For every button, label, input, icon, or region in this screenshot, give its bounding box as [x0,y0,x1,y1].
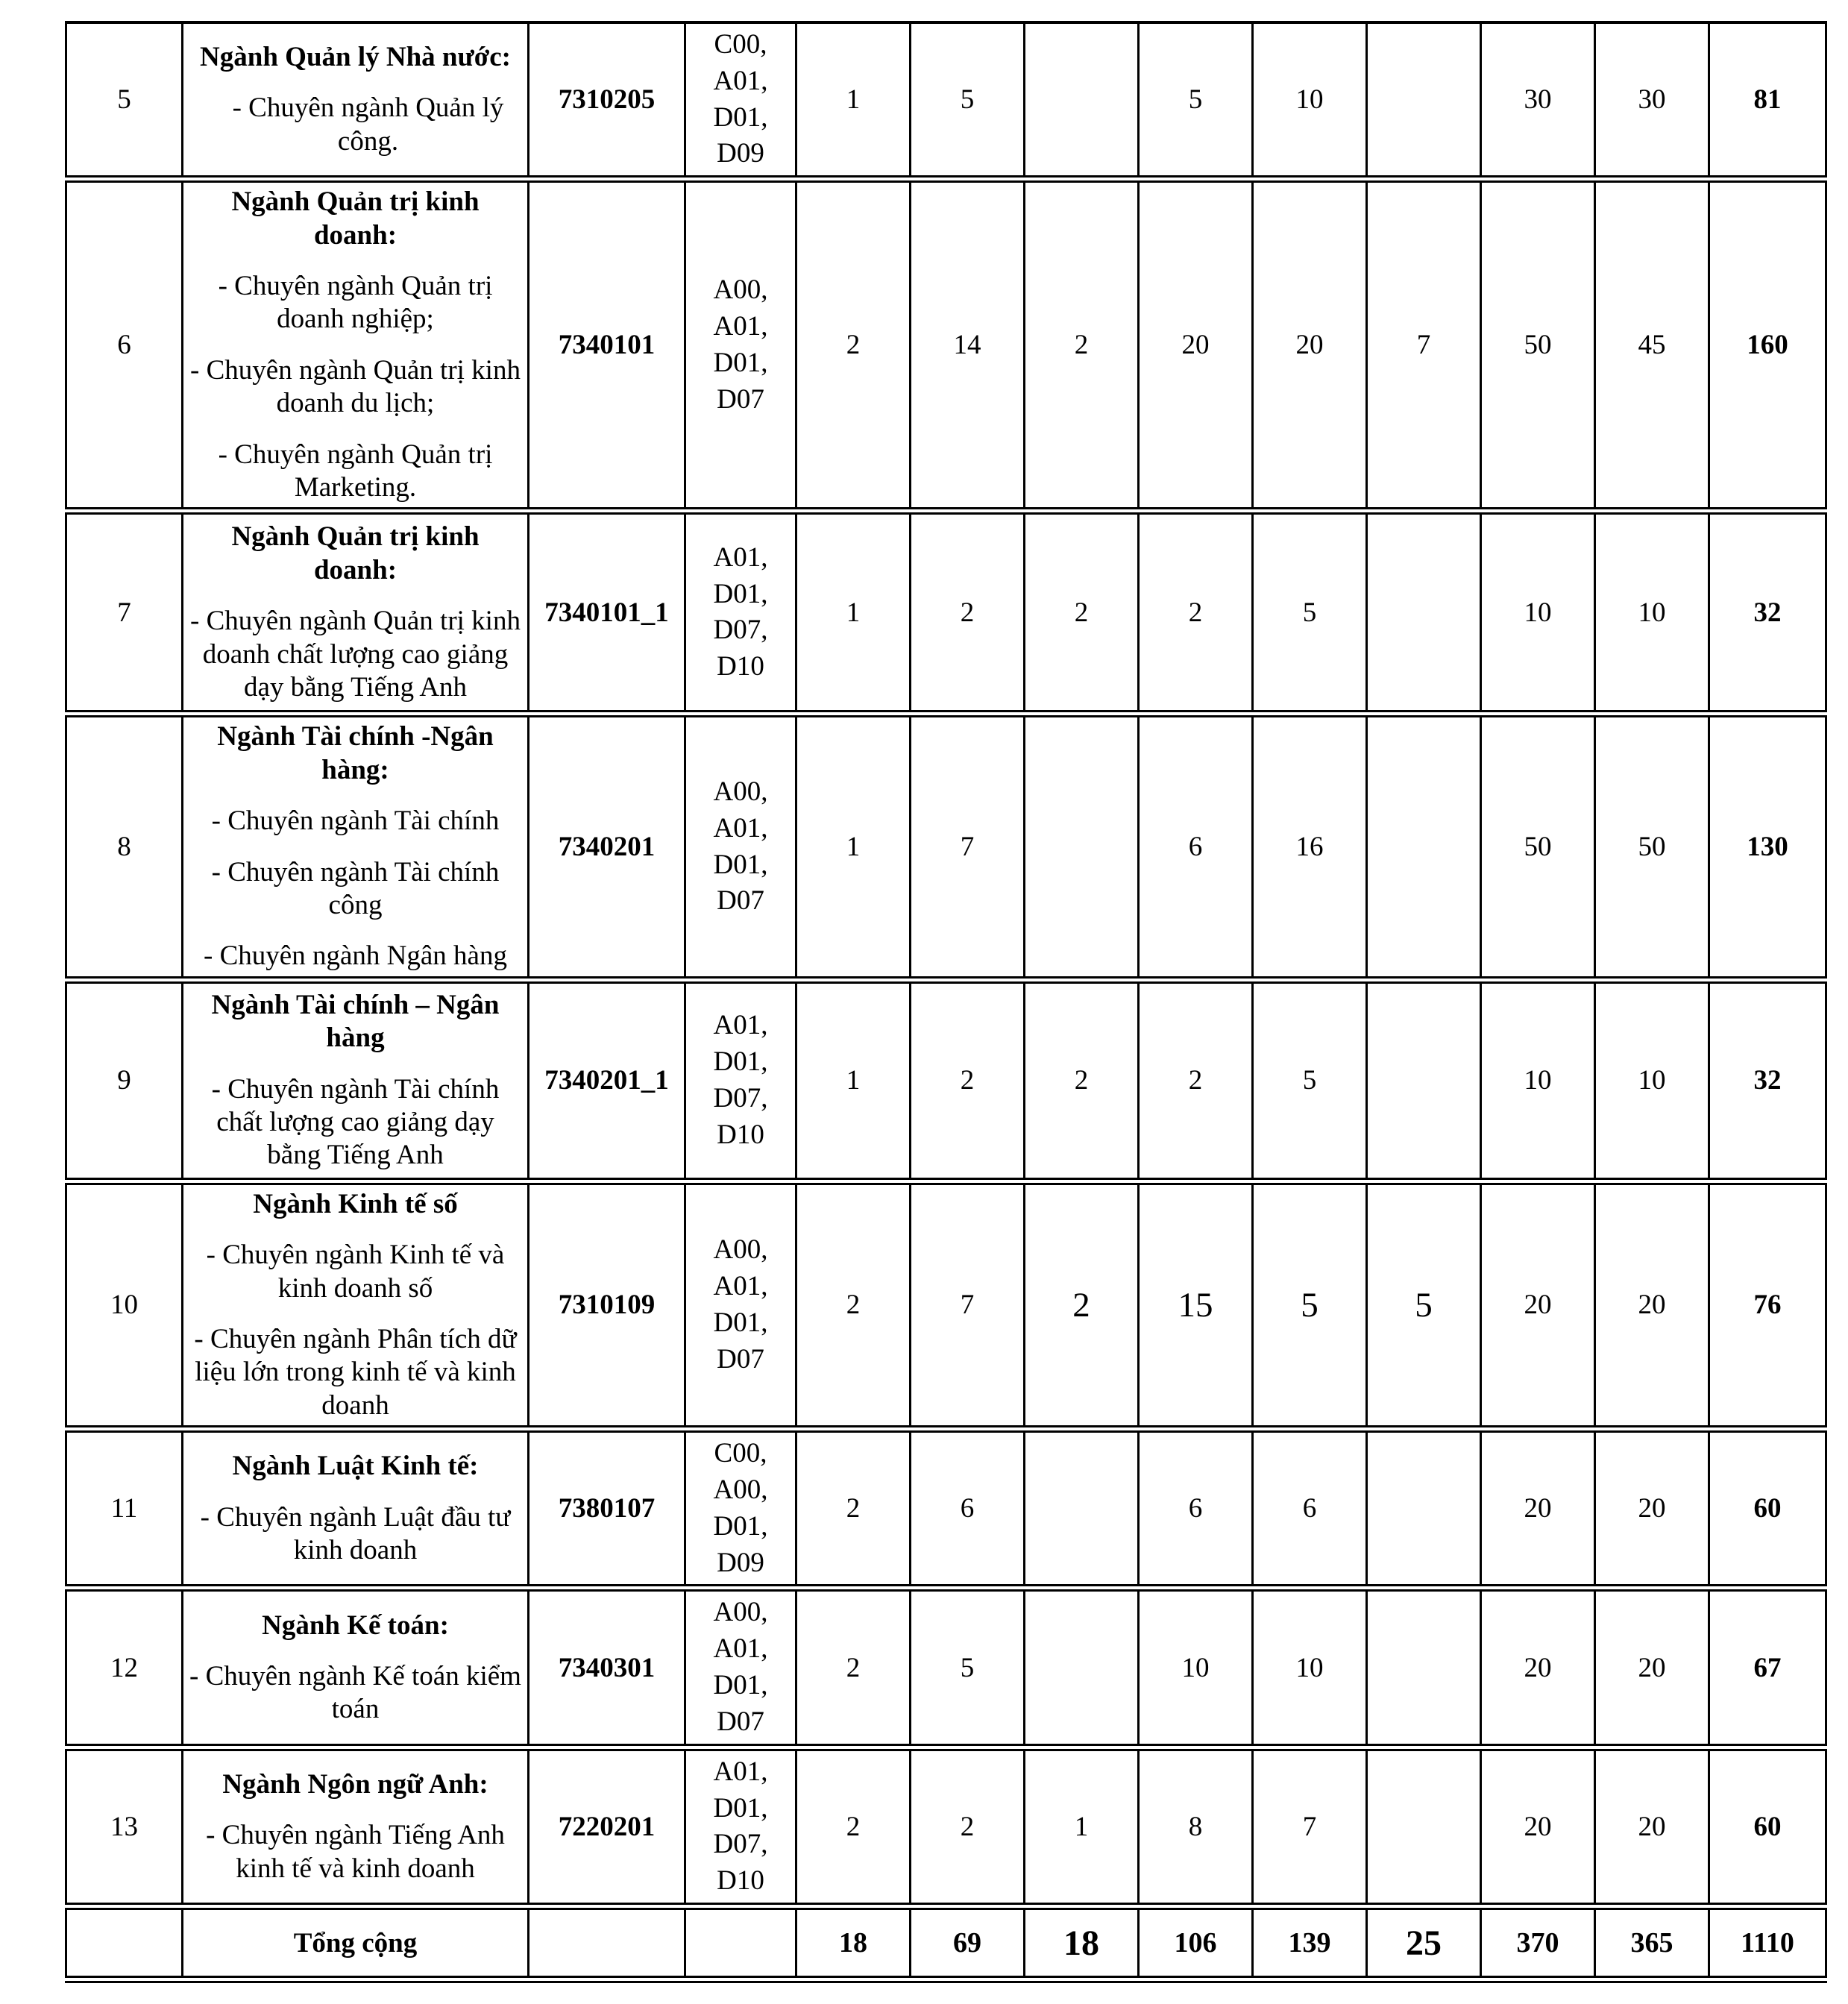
row-total-cell: 60 [1709,1747,1826,1906]
quota-value-cell: 10 [1139,1588,1253,1747]
specialization-item: - Chuyên ngành Tài chính công [211,856,500,920]
quota-value-cell: 2 [1139,511,1253,714]
major-cell [183,179,529,511]
subject-combination-cell: A00, A01, D01, D07 [685,714,796,979]
grand-total-value-cell: 370 [1481,1906,1595,1979]
major-title: Ngành Quản lý Nhà nước: [200,42,511,73]
table-row [66,1429,1826,1588]
major-title: Ngành Kế toán: [262,1609,449,1641]
quota-value-cell [1367,1588,1481,1747]
quota-value-cell: 2 [796,1588,911,1747]
quota-value-cell: 50 [1595,714,1709,979]
major-cell [183,1429,529,1588]
table-row [66,179,1826,511]
subject-combination-cell: A01, D01, D07, D10 [685,511,796,714]
row-total-cell: 67 [1709,1588,1826,1747]
stt-cell: 8 [66,714,183,979]
major-code-cell: 7340101 [529,179,685,511]
quota-value-cell: 2 [1025,511,1139,714]
quota-value-cell: 10 [1481,511,1595,714]
table-row [66,511,1826,714]
major-cell [183,1747,529,1906]
specialization-item: - Chuyên ngành Quản lý công. [232,92,504,157]
major-title: Ngành Quản trị kinh doanh: [231,521,480,585]
subject-combination-cell: C00, A00, D01, D09 [685,1429,796,1588]
major-title: Ngành Luật Kinh tế: [232,1451,479,1482]
quota-value-cell [1025,714,1139,979]
stt-cell: 9 [66,980,183,1181]
quota-value-cell: 14 [911,179,1025,511]
quota-value-cell: 5 [1253,980,1367,1181]
quota-value-cell [1367,1429,1481,1588]
row-total-cell: 76 [1709,1181,1826,1429]
major-title: Ngành Tài chính -Ngân hàng: [217,721,494,785]
major-title: Ngành Ngôn ngữ Anh: [222,1768,488,1800]
quota-value-cell: 5 [1253,511,1367,714]
quota-value-cell: 5 [1253,1181,1367,1429]
specialization-item: - Chuyên ngành Tài chính chất lượng cao giảng dạy bằng Tiếng Anh [211,1073,500,1171]
quota-value-cell: 2 [911,980,1025,1181]
quota-value-cell: 10 [1595,980,1709,1181]
quota-value-cell: 7 [1253,1747,1367,1906]
quota-value-cell: 6 [911,1429,1025,1588]
quota-value-cell [1367,1747,1481,1906]
major-code-cell: 7310205 [529,22,685,179]
quota-value-cell: 2 [1025,980,1139,1181]
quota-value-cell: 10 [1253,1588,1367,1747]
quota-value-cell [1367,22,1481,179]
major-code-cell: 7340201_1 [529,980,685,1181]
quota-value-cell: 7 [911,714,1025,979]
quota-value-cell: 50 [1481,714,1595,979]
quota-value-cell: 5 [1367,1181,1481,1429]
quota-value-cell: 20 [1595,1747,1709,1906]
grand-total-value-cell: 18 [1025,1906,1139,1979]
major-cell [183,1588,529,1747]
quota-value-cell: 15 [1139,1181,1253,1429]
grand-total-value-cell: 139 [1253,1906,1367,1979]
subject-combination-cell: C00, A01, D01, D09 [685,22,796,179]
subject-combination-cell [685,1906,796,1979]
quota-value-cell: 10 [1481,980,1595,1181]
quota-value-cell: 2 [796,179,911,511]
major-code-cell: 7340101_1 [529,511,685,714]
specialization-item: - Chuyên ngành Kế toán kiểm toán [189,1660,521,1725]
major-cell [183,511,529,714]
quota-value-cell: 1 [796,22,911,179]
grand-total-value-cell: 365 [1595,1906,1709,1979]
specialization-item: - Chuyên ngành Quản trị kinh doanh du lịch; [190,354,521,419]
quota-value-cell: 2 [1025,179,1139,511]
grand-total-value-cell: 18 [796,1906,911,1979]
quota-value-cell [1367,714,1481,979]
major-code-cell: 7310109 [529,1181,685,1429]
grand-total-value-cell: 69 [911,1906,1025,1979]
quota-value-cell: 30 [1481,22,1595,179]
major-title: Ngành Tài chính – Ngân hàng [211,989,500,1054]
quota-value-cell: 20 [1253,179,1367,511]
major-cell [183,1181,529,1429]
major-cell [183,22,529,179]
major-code-cell [529,1906,685,1979]
major-code-cell: 7340201 [529,714,685,979]
specialization-item: - Chuyên ngành Luật đầu tư kinh doanh [200,1501,511,1565]
table-row [66,1181,1826,1429]
quota-value-cell: 20 [1595,1181,1709,1429]
stt-cell: 10 [66,1181,183,1429]
stt-cell: 13 [66,1747,183,1906]
quota-value-cell: 1 [796,511,911,714]
table-row [66,1747,1826,1906]
stt-cell [66,1906,183,1979]
quota-value-cell: 2 [911,1747,1025,1906]
table-body [66,22,1826,1979]
row-total-cell: 81 [1709,22,1826,179]
quota-value-cell: 10 [1595,511,1709,714]
quota-value-cell: 16 [1253,714,1367,979]
row-total-cell: 60 [1709,1429,1826,1588]
grand-total-cell: 1110 [1709,1906,1826,1979]
quota-value-cell: 20 [1481,1429,1595,1588]
grand-total-value-cell: 25 [1367,1906,1481,1979]
major-title: Ngành Quản trị kinh doanh: [231,186,480,251]
row-total-cell: 32 [1709,980,1826,1181]
specialization-item: - Chuyên ngành Quản trị doanh nghiệp; [218,271,493,335]
quota-value-cell: 20 [1481,1181,1595,1429]
quota-value-cell [1025,22,1139,179]
quota-value-cell: 20 [1139,179,1253,511]
specialization-item: - Chuyên ngành Quản trị kinh doanh chất lượng cao giảng dạy bằng Tiếng Anh [190,606,521,703]
major-code-cell: 7340301 [529,1588,685,1747]
subject-combination-cell: A01, D01, D07, D10 [685,1747,796,1906]
major-code-cell: 7220201 [529,1747,685,1906]
subject-combination-cell: A00, A01, D01, D07 [685,179,796,511]
stt-cell: 12 [66,1588,183,1747]
major-code-cell: 7380107 [529,1429,685,1588]
quota-value-cell: 6 [1139,714,1253,979]
quota-value-cell: 1 [1025,1747,1139,1906]
quota-value-cell: 1 [796,980,911,1181]
row-total-cell: 160 [1709,179,1826,511]
admission-quota-table [65,21,1827,1983]
quota-value-cell: 2 [796,1429,911,1588]
quota-value-cell: 2 [1139,980,1253,1181]
table-row [66,714,1826,979]
quota-value-cell: 7 [911,1181,1025,1429]
quota-value-cell: 6 [1139,1429,1253,1588]
quota-value-cell: 5 [1139,22,1253,179]
stt-cell: 11 [66,1429,183,1588]
specialization-item: - Chuyên ngành Phân tích dữ liệu lớn trong kinh tế và kinh doanh [194,1323,517,1421]
quota-value-cell: 1 [796,714,911,979]
subject-combination-cell: A00, A01, D01, D07 [685,1588,796,1747]
quota-value-cell: 20 [1481,1747,1595,1906]
quota-value-cell: 7 [1367,179,1481,511]
grand-total-row [66,1906,1826,1979]
table-row [66,22,1826,179]
quota-value-cell: 10 [1253,22,1367,179]
specialization-item: - Chuyên ngành Quản trị Marketing. [218,439,493,503]
subject-combination-cell: A01, D01, D07, D10 [685,980,796,1181]
quota-value-cell: 5 [911,1588,1025,1747]
quota-value-cell: 30 [1595,22,1709,179]
specialization-item: - Chuyên ngành Ngân hàng [204,940,507,972]
specialization-item: - Chuyên ngành Tài chính [211,805,500,837]
quota-value-cell [1367,511,1481,714]
quota-value-cell: 5 [911,22,1025,179]
quota-value-cell: 6 [1253,1429,1367,1588]
major-title: Ngành Kinh tế số [253,1188,458,1219]
major-cell [183,980,529,1181]
stt-cell: 6 [66,179,183,511]
stt-cell: 5 [66,22,183,179]
row-total-cell: 130 [1709,714,1826,979]
subject-combination-cell: A00, A01, D01, D07 [685,1181,796,1429]
quota-value-cell: 2 [796,1181,911,1429]
table-row [66,1588,1826,1747]
quota-value-cell: 20 [1481,1588,1595,1747]
quota-value-cell [1367,980,1481,1181]
grand-total-value-cell: 106 [1139,1906,1253,1979]
stt-cell: 7 [66,511,183,714]
quota-value-cell: 45 [1595,179,1709,511]
row-total-cell: 32 [1709,511,1826,714]
quota-value-cell: 2 [796,1747,911,1906]
quota-value-cell: 20 [1595,1588,1709,1747]
grand-total-label: Tổng cộng [183,1906,529,1979]
quota-value-cell: 20 [1595,1429,1709,1588]
quota-value-cell [1025,1429,1139,1588]
quota-value-cell: 8 [1139,1747,1253,1906]
quota-value-cell: 2 [911,511,1025,714]
table-row [66,980,1826,1181]
specialization-item: - Chuyên ngành Tiếng Anh kinh tế và kinh doanh [206,1820,505,1884]
quota-value-cell: 2 [1025,1181,1139,1429]
major-cell [183,714,529,979]
specialization-item: - Chuyên ngành Kinh tế và kinh doanh số [206,1240,505,1304]
quota-value-cell [1025,1588,1139,1747]
quota-value-cell: 50 [1481,179,1595,511]
